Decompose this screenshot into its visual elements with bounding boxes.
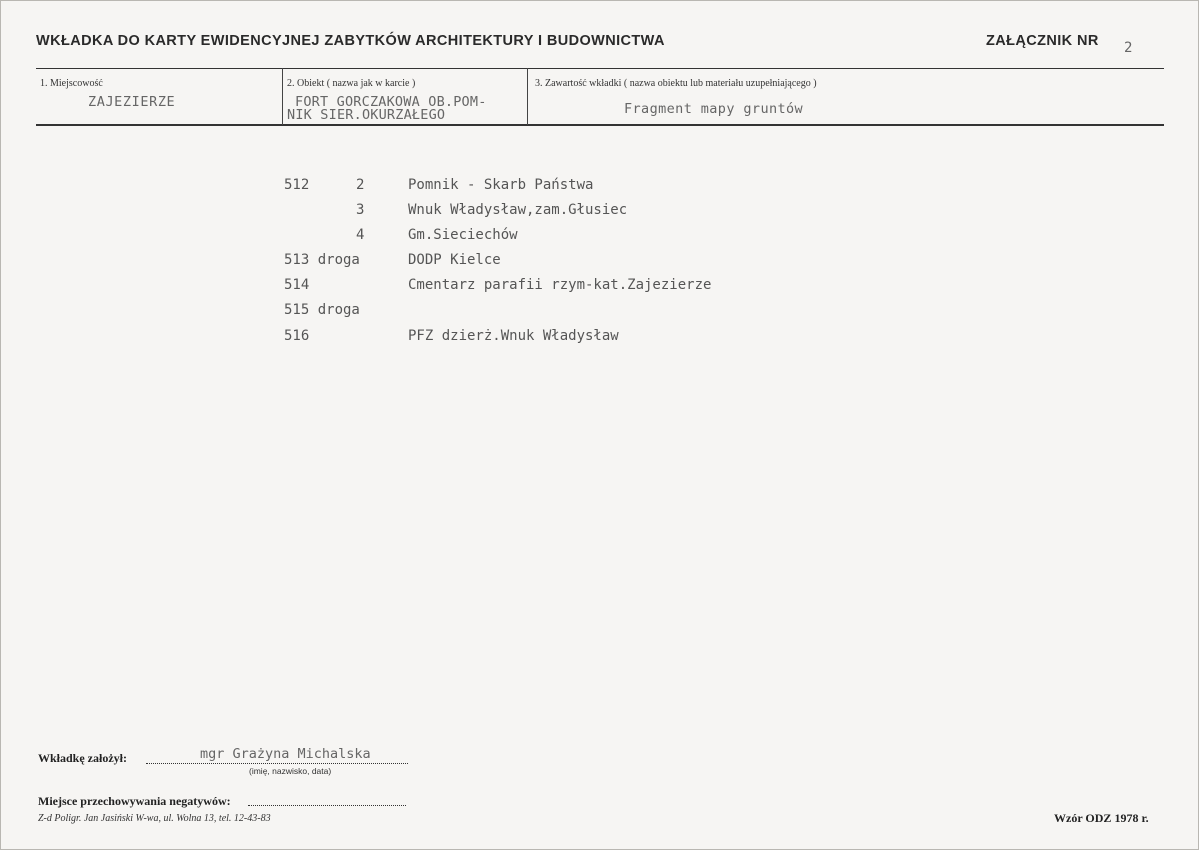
parcel-owner: Gm.Sieciechów	[408, 227, 518, 243]
founder-dotted-line	[146, 763, 408, 764]
card-title: WKŁADKA DO KARTY EWIDENCYJNEJ ZABYTKÓW ARCHITEKTURY I BUDOWNICTWA	[36, 33, 665, 49]
header-top-rule	[36, 68, 1164, 69]
field-divider-1	[282, 68, 283, 125]
parcel-owner: PFZ dzierż.Wnuk Władysław	[408, 328, 619, 344]
negatives-label: Miejsce przechowywania negatywów:	[38, 794, 231, 808]
contents-value: Fragment mapy gruntów	[624, 101, 804, 117]
printer-note: Z-d Poligr. Jan Jasiński W-wa, ul. Wolna 13, tel. 12-43-83	[38, 813, 271, 824]
parcel-sub: 3	[356, 202, 365, 218]
parcel-number: 516	[284, 328, 310, 344]
object-value-line2: NIK SIER.OKURZAŁEGO	[287, 107, 446, 123]
locality-label: 1. Miejscowość	[40, 78, 103, 89]
header-bottom-rule	[36, 124, 1164, 126]
object-label: 2. Obiekt ( nazwa jak w karcie )	[287, 78, 416, 89]
locality-value: ZAJEZIERZE	[88, 94, 176, 110]
parcel-number: 512	[284, 177, 310, 193]
object-value-line1: FORT GORCZAKOWA OB.POM-	[295, 94, 487, 110]
negatives-dotted-line	[248, 805, 406, 806]
parcel-number: 515 droga	[284, 302, 360, 318]
founder-value: mgr Grażyna Michalska	[200, 746, 371, 762]
founder-label: Wkładkę założył:	[38, 751, 127, 765]
parcel-owner: Cmentarz parafii rzym-kat.Zajezierze	[408, 277, 712, 293]
parcel-owner: DODP Kielce	[408, 252, 501, 268]
annex-label: ZAŁĄCZNIK NR	[986, 33, 1099, 49]
field-divider-2	[527, 68, 528, 125]
contents-label: 3. Zawartość wkładki ( nazwa obiektu lub materiału uzupełniającego )	[535, 78, 817, 89]
annex-number: 2	[1124, 40, 1133, 56]
form-note: Wzór ODZ 1978 r.	[1054, 811, 1149, 825]
parcel-owner: Wnuk Władysław,zam.Głusiec	[408, 202, 628, 218]
parcel-number: 514	[284, 277, 310, 293]
founder-hint: (imię, nazwisko, data)	[249, 766, 332, 776]
parcel-sub: 2	[356, 177, 365, 193]
parcel-owner: Pomnik - Skarb Państwa	[408, 177, 594, 193]
parcel-sub: 4	[356, 227, 365, 243]
parcel-number: 513 droga	[284, 252, 360, 268]
